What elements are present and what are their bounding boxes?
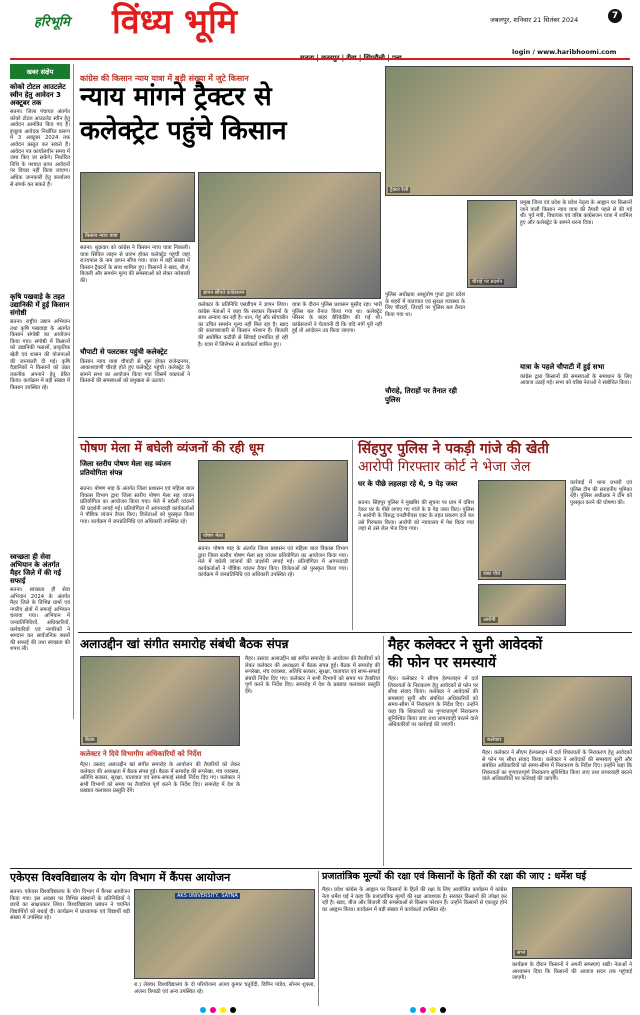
dharmesh-photo-label: सभा <box>517 950 526 956</box>
registration-mark <box>230 1007 236 1013</box>
lead-col-2 <box>198 302 288 435</box>
aks-divider <box>318 871 319 1006</box>
police-photo-label: आरोपी <box>483 617 496 623</box>
lead-body-7: कांग्रेस द्वारा किसानों की समस्याओं के समाधान के लिए आवाज उठाई गई। सभा को वरिष्ठ नेताओं ने संबोधित किया। <box>520 373 632 387</box>
registration-mark <box>410 1007 416 1013</box>
lead-headline-line2: कलेक्ट्रेट पहुंचे किसान <box>80 116 287 146</box>
sidebar-item-body: सतना। राष्ट्रीय उद्यान अभियान तथा कृषि पखवाड़ा के अंतर्गत किसान संगोष्ठी का आयोजन किया गया। संगोष्ठी में किसानों को उद्यानिकी फसलों, प्राकृतिक खेती एवं शासन की योजनाओं की जानकारी दी गई। कृषि वैज्ञानिकों ने किसानों को उन्नत तकनीक अपनाने हेतु प्रेरित किया। कार्यक्रम में बड़ी संख्या में किसान उपस्थित रहे। <box>10 319 70 391</box>
sangeet-body: मैहर। उस्ताद अलाउद्दीन खां संगीत समारोह के आयोजन की तैयारियों को लेकर कलेक्टर की अध्यक्षता में बैठक संपन्न हुई। बैठक में समारोह की रूपरेखा, मंच व्यवस्था, अतिथि सत्कार, सुरक्षा, यातायात एवं साफ-सफाई संबंधी निर्देश दिए गए। कलेक्टर ने सभी विभागों को समय पर तैयारियां पूर्ण करने के निर्देश दिए। समारोह में देश के प्रख्यात कलाकार प्रस्तुति देंगे। <box>80 762 240 795</box>
sidebar-item <box>10 553 70 727</box>
police-photo-accused <box>478 584 566 626</box>
lead-kicker <box>80 66 390 83</box>
sidebar <box>10 64 70 719</box>
registration-mark <box>200 1007 206 1013</box>
police-headline-line1: सिंहपुर पुलिस ने पकड़ी गांजे की खेती <box>358 441 549 457</box>
mid-rule <box>78 632 632 633</box>
police-body-2: कार्रवाई में थाना प्रभारी एवं पुलिस टीम की सराहनीय भूमिका रही। पुलिस अधीक्षक ने टीम को पुरस्कृत करने की घोषणा की। <box>570 480 632 506</box>
lead-body-3: कलेक्टर के प्रतिनिधि एसडीएम ने ज्ञापन लिया। कांग्रेस नेताओं ने कहा कि सरकार किसानों के साथ अन्याय कर रही है। धान, गेहूं और सोयाबीन का उचित समर्थन मूल्य नहीं मिल रहा है। खाद की कालाबाजारी से किसान परेशान हैं। बिजली की अघोषित कटौती से सिंचाई प्रभावित हो रही है। यात्रा में जिलेभर से कार्यकर्ता शामिल हुए। <box>198 302 288 348</box>
dharmesh-headline: प्रजातांत्रिक मूल्यों की रक्षा एवं किसानों के हितों की रक्षा की जाए : धर्मेश घई <box>322 871 587 882</box>
lead-body-6: प्रमुख जिला एवं प्रदेश के प्रदेश नेतृत्व के आह्वान पर किसानों जाने वाली किसान न्याय यात्रा की तैयारी पहले से की गई थी। पूर्व मंत्री, विधायक एवं वरिष्ठ कांग्रेसजन यात्रा में शामिल हुए और कलेक्ट्रेट के सामने धरना दिया। <box>520 200 632 226</box>
poshan-photo-label: पोषण मेला <box>203 533 223 539</box>
maihar-photo-label: कलेक्टर <box>487 737 502 743</box>
aks-body: सतना। एकेएस विश्वविद्यालय के योग विभाग में कैंपस आयोजन किया गया। इस अवसर पर विभिन्न संस्थानों के प्रतिनिधियों ने छात्रों का साक्षात्कार लिया। विश्वविद्यालय प्रबंधन ने चयनित विद्यार्थियों को बधाई दी। कार्यक्रम में प्राध्यापक एवं विद्यार्थी बड़ी संख्या में उपस्थित रहे। <box>10 889 130 922</box>
lead-subhead-3: यात्रा के पहले चौपाटी में हुई सभा <box>520 363 605 371</box>
lead-col-5 <box>520 200 632 435</box>
police-story <box>358 440 632 630</box>
poshan-body: सतना। पोषण माह के अंतर्गत जिला प्रशासन एवं महिला बाल विकास विभाग द्वारा जिला स्तरीय पोषण मेला सह व्यंजन प्रतियोगिता का आयोजन किया गया। मेले में बघेली व्यंजनों की प्रदर्शनी लगाई गई। प्रतियोगिता में आंगनवाड़ी कार्यकर्ताओं ने पौष्टिक व्यंजन तैयार किए। विजेताओं को पुरस्कृत किया गया। कार्यक्रम में जनप्रतिनिधि एवं अधिकारी उपस्थित रहे। <box>80 486 194 525</box>
lead-photo-label: किसान न्याय यात्रा <box>85 233 118 239</box>
aks-photo <box>134 889 315 979</box>
police-photo-label: जब्त पौधे <box>483 571 501 577</box>
lead-photo-label: ट्रैक्टर रैली <box>390 187 409 193</box>
police-body: सतना। सिंहपुर पुलिस ने मुखबिर की सूचना पर ग्राम में दबिश देकर घर के पीछे लगाए गए गांजे के 9 पेड़ जब्त किए। पुलिस ने आरोपी के विरुद्ध एनडीपीएस एक्ट के तहत प्रकरण दर्ज कर उसे गिरफ्तार किया। आरोपी को न्यायालय में पेश किया गया जहां से उसे जेल भेज दिया गया। <box>358 500 474 533</box>
maihar-headline-line2: की फोन पर समस्यायें <box>388 655 497 671</box>
poshan-body-cont: सतना। पोषण माह के अंतर्गत जिला प्रशासन एवं महिला बाल विकास विभाग द्वारा जिला स्तरीय पोषण मेला सह व्यंजन प्रतियोगिता का आयोजन किया गया। मेले में बघेली व्यंजनों की प्रदर्शनी लगाई गई। प्रतियोगिता में आंगनवाड़ी कार्यकर्ताओं ने पौष्टिक व्यंजन तैयार किए। विजेताओं को पुरस्कृत किया गया। कार्यक्रम में जनप्रतिनिधि एवं अधिकारी उपस्थित रहे। <box>198 546 348 579</box>
maihar-body-cont: मैहर। कलेक्टर ने सीएम हेल्पलाइन में दर्ज शिकायतों के निराकरण हेतु आवेदकों से फोन पर सीधा संवाद किया। कलेक्टर ने आवेदकों की समस्याएं सुनीं और संबंधित अधिकारियों को समय-सीमा में निराकरण के निर्देश दिए। उन्होंने कहा कि शिकायतों का गुणवत्तापूर्ण निराकरण सुनिश्चित किया जाए तथा लापरवाही बरतने वाले अधिकारियों पर कार्रवाई की जाएगी। <box>482 750 632 783</box>
login-link[interactable]: login / www.haribhoomi.com <box>512 48 617 56</box>
registration-mark <box>220 1007 226 1013</box>
lead-kicker-text: कांग्रेस की किसान न्याय यात्रा में बड़ी संख्या में जुटे किसान <box>80 74 249 83</box>
poshan-photo <box>198 460 348 542</box>
lead-headline-line1: न्याय मांगने ट्रैक्टर से <box>80 82 272 112</box>
lead-headline <box>80 80 370 168</box>
registration-mark <box>440 1007 446 1013</box>
sidebar-item-head: कृषि पखवाड़े के तहत उद्यानिकी में हुई किसान संगोष्ठी <box>10 293 70 317</box>
sidebar-item <box>10 293 70 549</box>
maihar-headline-line1: मैहर कलेक्टर ने सुनी आवेदकों <box>388 637 543 653</box>
sidebar-item-body: सतना। स्वच्छता ही सेवा अभियान 2024 के अंतर्गत मैहर जिले के विभिन्न ग्रामों एवं नगरीय क्षेत्रों में सफाई अभियान चलाया गया। अभियान में जनप्रतिनिधियों, अधिकारियों, कर्मचारियों एवं नागरिकों ने श्रमदान कर सार्वजनिक स्थलों की सफाई की तथा स्वच्छता की शपथ ली। <box>10 587 70 653</box>
dharmesh-body-2: कार्यक्रम के दौरान किसानों ने अपनी समस्याएं रखीं। नेताओं ने आश्वासन दिया कि किसानों की आवाज सदन तक पहुंचाई जाएगी। <box>512 962 632 982</box>
lead-body-1: सतना। शुक्रवार को कांग्रेस ने किसान न्याय यात्रा निकाली। यात्रा सिविल लाइन से प्रारंभ होकर कलेक्ट्रेट पहुंची जहां राज्यपाल के नाम ज्ञापन सौंपा गया। यात्रा में बड़ी संख्या में किसान ट्रैक्टरों के साथ शामिल हुए। किसानों ने खाद, बीज, बिजली और समर्थन मूल्य की समस्याओं को लेकर नारेबाजी की। <box>80 245 190 284</box>
dharmesh-photo <box>512 887 632 959</box>
sidebar-item-head: कोको टोटल आउटलेट स्वीन हेतु आवेदन 3 अक्टूबर तक <box>10 83 66 107</box>
sidebar-item-body: सतना। जिला पंचायत अंतर्गत कोको टोटल आउटलेट स्वीन हेतु आवेदन आमंत्रित किए गए हैं। इच्छुक आवेदक निर्धारित प्रारूप में 3 अक्टूबर 2024 तक आवेदन प्रस्तुत कर सकते हैं। आवेदन पत्र कार्यालयीन समय में जमा किए जा सकेंगे। निर्धारित तिथि के पश्चात प्राप्त आवेदनों पर विचार नहीं किया जाएगा। अधिक जानकारी हेतु कार्यालय से संपर्क कर सकते हैं। <box>10 109 70 188</box>
masthead <box>0 0 640 62</box>
maihar-body: मैहर। कलेक्टर ने सीएम हेल्पलाइन में दर्ज शिकायतों के निराकरण हेतु आवेदकों से फोन पर सीधा संवाद किया। कलेक्टर ने आवेदकों की समस्याएं सुनीं और संबंधित अधिकारियों को समय-सीमा में निराकरण के निर्देश दिए। उन्होंने कहा कि शिकायतों का गुणवत्तापूर्ण निराकरण सुनिश्चित किया जाए तथा लापरवाही बरतने वाले अधिकारियों पर कार्रवाई की जाएगी। <box>388 676 478 729</box>
registration-mark <box>430 1007 436 1013</box>
sidebar-tag: खबर संक्षेप <box>10 64 70 79</box>
aks-headline: एकेएस विश्वविद्यालय के योग विभाग में कैंपस आयोजन <box>10 871 231 884</box>
dateline: जबलपुर, शनिवार 21 सितंबर 2024 <box>490 16 579 24</box>
poshan-divider <box>352 440 353 630</box>
aks-caption: रा.) लेक्चर विश्वविद्यालय के दो परियोजना अजय कुमार चतुर्वेदी, विपिन पांडेय, सोनम शुक्ला, अंजना त्रिपाठी एवं अन्य उपस्थित रहे। <box>134 982 315 995</box>
registration-mark <box>420 1007 426 1013</box>
lead-photo-memorandum <box>198 172 381 299</box>
lead-photo-label: चौराहे पर प्रदर्शन <box>472 279 503 285</box>
poshan-story <box>80 440 350 630</box>
dharmesh-story <box>322 871 632 1006</box>
lead-bottom-rule <box>78 437 632 438</box>
poshan-subhead: जिला स्तरीय पोषण मेला सह व्यंजन प्रतियोगिता संपन्न <box>80 460 171 477</box>
sangeet-headline: अलाउद्दीन खां संगीत समारोह संबंधी बैठक संपन्न <box>80 637 289 651</box>
page-title: विंध्य भूमि <box>112 2 238 42</box>
lead-body-5: पुलिस अधीक्षक आशुतोष गुप्ता द्वारा प्रदेश के शहरों में यातायात एवं सुरक्षा व्यवस्था के लिए चौराहों, तिराहों पर पुलिस बल तैनात किया गया था। <box>385 292 465 318</box>
lead-photo-tractors <box>385 66 633 196</box>
lead-col-4 <box>385 292 465 435</box>
brand-logo: हरिभूमि <box>34 15 70 30</box>
lead-col-1 <box>80 245 190 435</box>
police-subhead: घर के पीछे लहलहा रहे थे, 9 पेड़ जब्त <box>358 480 458 488</box>
aks-story <box>10 871 315 1006</box>
police-headline-line2: आरोपी गिरफ्तार कोर्ट ने भेजा जेल <box>358 459 531 475</box>
aks-photo-label: AKS UNIVERSITY, SATNA <box>177 893 238 899</box>
sangeet-body-cont: मैहर। उस्ताद अलाउद्दीन खां संगीत समारोह के आयोजन की तैयारियों को लेकर कलेक्टर की अध्यक्षता में बैठक संपन्न हुई। बैठक में समारोह की रूपरेखा, मंच व्यवस्था, अतिथि सत्कार, सुरक्षा, यातायात एवं साफ-सफाई संबंधी निर्देश दिए गए। कलेक्टर ने सभी विभागों को समय पर तैयारियां पूर्ण करने के निर्देश दिए। समारोह में देश के प्रख्यात कलाकार प्रस्तुति देंगे। <box>245 656 380 695</box>
lead-photo-crowd <box>467 200 517 288</box>
lead-subhead-1: चौपाटी से पलटकर पहुंची कलेक्ट्रेट <box>80 348 168 356</box>
sangeet-story <box>80 636 380 866</box>
dharmesh-body: मैहर। प्रदेश कांग्रेस के आह्वान पर किसानों के हितों की रक्षा के लिए आयोजित कार्यक्रम में कांग्रेस नेता धर्मेश घई ने कहा कि प्रजातांत्रिक मूल्यों की रक्षा आवश्यक है। सरकार किसानों की उपेक्षा कर रही है। खाद, बीज और बिजली की समस्याओं से किसान परेशान हैं। उन्होंने किसानों से एकजुट होने का आह्वान किया। कार्यक्रम में बड़ी संख्या में कार्यकर्ता उपस्थित रहे। <box>322 887 507 913</box>
maihar-photo <box>482 676 632 746</box>
police-photo-plants <box>478 480 566 580</box>
sangeet-photo <box>80 656 240 746</box>
sidebar-divider <box>73 64 74 719</box>
lower-rule <box>10 868 632 869</box>
sidebar-item-head: स्वच्छता ही सेवा अभियान के अंतर्गत मैहर जिले में की गई सफाई <box>10 553 62 585</box>
lead-photo-label: ज्ञापन सौंपते कांग्रेसजन <box>203 290 245 296</box>
poshan-headline: पोषण मेला में बघेली व्यंजनों की रही धूम <box>80 440 264 455</box>
sangeet-subhead: कलेक्टर ने दिये विभागीय अधिकारियों को निर्देश <box>80 750 202 758</box>
maihar-story <box>388 636 632 866</box>
registration-mark <box>210 1007 216 1013</box>
sangeet-divider <box>383 636 384 866</box>
lead-subhead-2: चौराहे, तिराहों पर तैनात रही पुलिस <box>385 387 457 404</box>
lead-body-4: यात्रा के दौरान पुलिस प्रशासन मुस्तैद रहा। भारी पुलिस बल तैनात किया गया था। कलेक्ट्रेट परिसर के बाहर बैरिकेडिंग की गई थी। कांग्रेसजनों ने चेतावनी दी कि यदि मांगें पूरी नहीं हुईं तो आंदोलन उग्र किया जाएगा। <box>292 302 382 335</box>
lead-photo-yatra <box>80 172 195 242</box>
edition-bar <box>300 45 500 55</box>
page-number: 7 <box>608 9 622 23</box>
sidebar-item <box>10 83 70 289</box>
lead-col-3 <box>292 302 382 435</box>
lead-body-2: किसान न्याय यात्रा चौपाटी से शुरू होकर राजेन्द्रनगर, आकाशवाणी चौराहे होते हुए कलेक्ट्रेट पहुंची। कलेक्ट्रेट के सामने सभा का आयोजन किया गया जिसमें वक्ताओं ने किसानों की समस्याओं को प्रमुखता से उठाया। <box>80 358 190 385</box>
sangeet-photo-label: बैठक <box>85 737 95 743</box>
masthead-rule <box>10 58 630 60</box>
